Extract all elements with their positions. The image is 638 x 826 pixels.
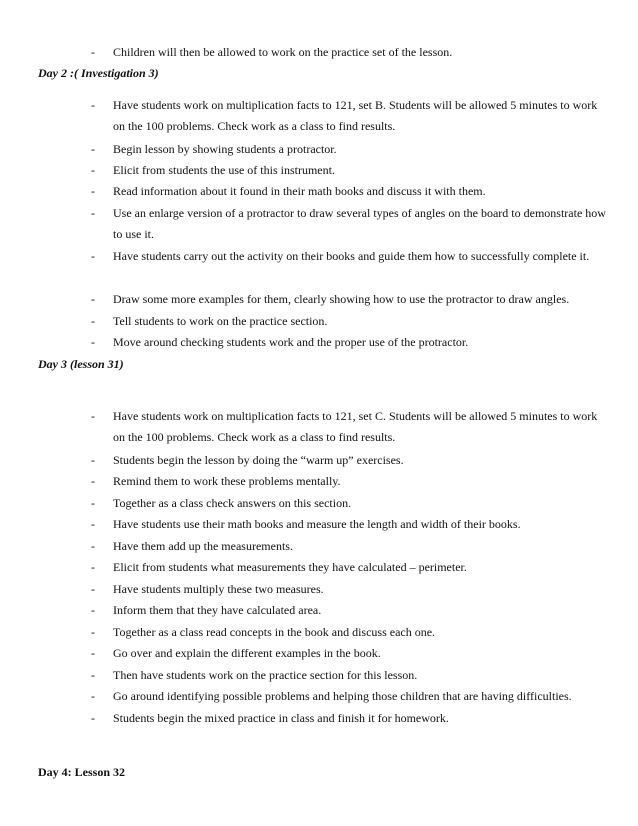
bullet-dash: - <box>91 560 95 574</box>
bullet-dash: - <box>91 582 95 596</box>
list-item-text: Students begin the mixed practice in class and finish it for homework. <box>113 711 449 725</box>
list-item-text: Students begin the lesson by doing the “warm up” exercises. <box>113 453 404 467</box>
bullet-dash: - <box>91 668 95 682</box>
list-item <box>91 42 611 63</box>
list-item-text: Tell students to work on the practice section. <box>113 314 328 328</box>
list-item <box>91 708 611 729</box>
list-item <box>91 579 611 600</box>
bullet-dash: - <box>91 603 95 617</box>
list-item <box>91 536 611 557</box>
section-heading-day4: Day 4: Lesson 32 <box>38 765 126 779</box>
section-heading-day3: Day 3 (lesson 31) <box>38 357 124 371</box>
bullet-dash: - <box>91 335 95 349</box>
list-item <box>91 686 611 707</box>
list-item <box>91 622 611 643</box>
bullet-dash: - <box>91 474 95 488</box>
list-item-text: Together as a class check answers on this section. <box>113 496 352 510</box>
bullet-dash: - <box>91 45 95 59</box>
list-item <box>91 493 611 514</box>
list-item <box>91 406 611 449</box>
list-item <box>91 246 611 267</box>
list-item-text: Read information about it found in their math books and discuss it with them. <box>113 184 486 198</box>
list-item <box>91 95 611 138</box>
list-item-text: Then have students work on the practice section for this lesson. <box>113 668 418 682</box>
bullet-dash: - <box>91 625 95 639</box>
list-item <box>91 311 611 332</box>
list-item-text: Have students work on multiplication facts to 121, set B. Students will be allowed 5 minutes to work on the 100 problems. Check work as a class to find results. <box>113 98 598 134</box>
list-item <box>91 203 611 246</box>
bullet-dash: - <box>91 453 95 467</box>
bullet-dash: - <box>91 409 95 423</box>
list-item-text: Go around identifying possible problems and helping those children that are having difficulties. <box>113 689 572 703</box>
list-item <box>91 557 611 578</box>
list-item <box>91 450 611 471</box>
list-item-text: Go over and explain the different examples in the book. <box>113 646 381 660</box>
list-item-text: Have students work on multiplication facts to 121, set C. Students will be allowed 5 minutes to work on the 100 problems. Check work as a class to find results. <box>113 409 598 445</box>
list-item-text: Draw some more examples for them, clearly showing how to use the protractor to draw angles. <box>113 292 570 306</box>
list-item-text: Inform them that they have calculated area. <box>113 603 322 617</box>
bullet-dash: - <box>91 292 95 306</box>
bullet-dash: - <box>91 517 95 531</box>
list-item-text: Together as a class read concepts in the book and discuss each one. <box>113 625 436 639</box>
list-item <box>91 471 611 492</box>
list-item-text: Have them add up the measurements. <box>113 539 293 553</box>
list-item <box>91 643 611 664</box>
bullet-dash: - <box>91 711 95 725</box>
list-item <box>91 289 611 310</box>
list-item-text: Have students carry out the activity on their books and guide them how to successfully complete it. <box>113 249 590 263</box>
list-item <box>91 160 611 181</box>
bullet-dash: - <box>91 689 95 703</box>
list-item <box>91 514 611 535</box>
list-item <box>91 332 611 353</box>
bullet-dash: - <box>91 539 95 553</box>
bullet-dash: - <box>91 496 95 510</box>
bullet-dash: - <box>91 249 95 263</box>
list-item-text: Begin lesson by showing students a protractor. <box>113 142 337 156</box>
list-item <box>91 600 611 621</box>
bullet-dash: - <box>91 646 95 660</box>
list-item-text: Move around checking students work and the proper use of the protractor. <box>113 335 469 349</box>
list-item-text: Have students multiply these two measures. <box>113 582 324 596</box>
bullet-dash: - <box>91 98 95 112</box>
list-item <box>91 139 611 160</box>
bullet-dash: - <box>91 163 95 177</box>
list-item-text: Elicit from students what measurements they have calculated – perimeter. <box>113 560 467 574</box>
list-item-text: Children will then be allowed to work on the practice set of the lesson. <box>113 45 453 59</box>
bullet-dash: - <box>91 142 95 156</box>
list-item-text: Elicit from students the use of this instrument. <box>113 163 335 177</box>
bullet-dash: - <box>91 314 95 328</box>
section-heading-day2: Day 2 :( Investigation 3) <box>38 66 159 80</box>
bullet-dash: - <box>91 184 95 198</box>
list-item-text: Use an enlarge version of a protractor to draw several types of angles on the board to demonstrate how to use it. <box>113 206 606 242</box>
bullet-dash: - <box>91 206 95 220</box>
list-item-text: Remind them to work these problems mentally. <box>113 474 341 488</box>
list-item <box>91 181 611 202</box>
list-item-text: Have students use their math books and measure the length and width of their books. <box>113 517 521 531</box>
list-item <box>91 665 611 686</box>
